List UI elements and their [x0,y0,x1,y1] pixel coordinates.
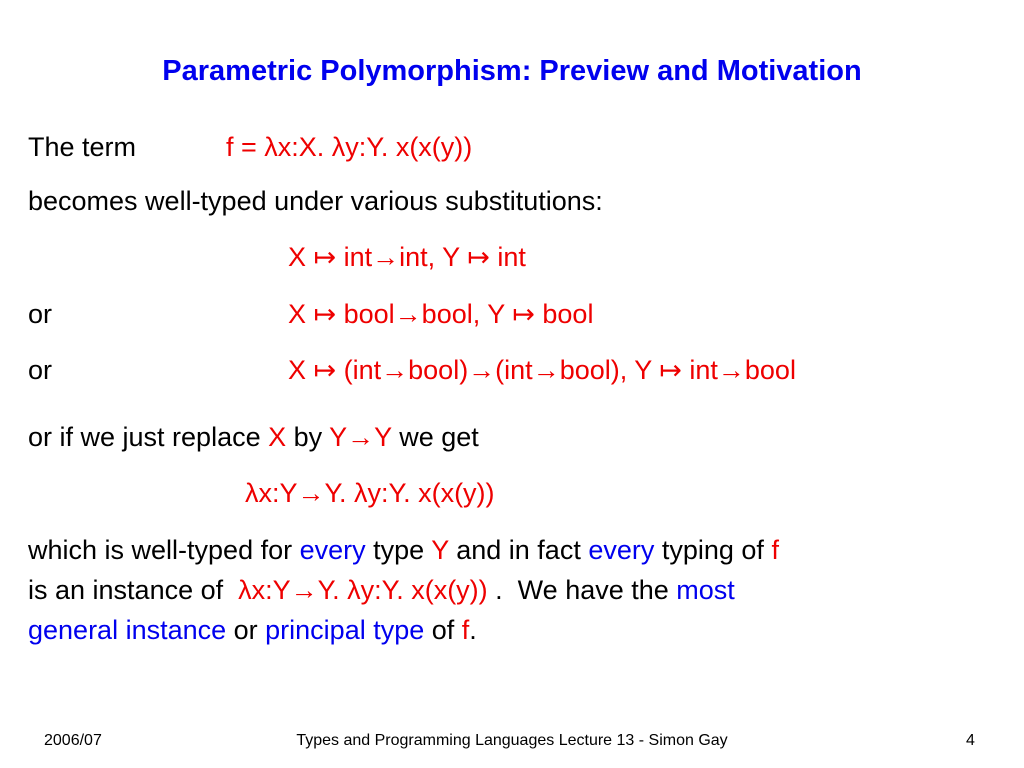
substitution-3: X ↦ (int→bool)→(int→bool), Y ↦ int→bool [288,355,796,385]
replace-text-2: by [286,422,330,452]
para-general-instance: general instance [28,615,227,645]
para-term: λx:Y→Y. λy:Y. x(x(y)) [238,575,488,605]
para-text-8: of [424,615,462,645]
substitution-2: X ↦ bool→bool, Y ↦ bool [288,299,594,329]
replace-x: X [268,422,287,452]
term-intro-label: The term [28,132,137,162]
substitution-1: X ↦ int→int, Y ↦ int [288,242,526,272]
para-text-1: which is well-typed for [28,535,300,565]
para-f-2: f [461,615,470,645]
substitutions-intro: becomes well-typed under various substitutions: [28,186,603,216]
slide-title: Parametric Polymorphism: Preview and Motivation [162,55,862,87]
para-text-2: type [365,535,432,565]
para-text-7: or [226,615,266,645]
paragraph-line-2 [28,573,735,607]
para-principal-type: principal type [265,615,425,645]
footer-page-number: 4 [966,732,975,749]
footer-date: 2006/07 [44,732,102,749]
replace-text-1: or if we just replace [28,422,269,452]
para-y: Y [431,535,449,565]
para-text-5: is an instance of [28,575,239,605]
para-text-3: and in fact [448,535,589,565]
replace-yy: Y→Y [329,422,392,452]
replace-text-3: we get [391,422,479,452]
para-every-2: every [588,535,655,565]
term-definition: f = λx:X. λy:Y. x(x(y)) [226,132,473,162]
para-text-6: . We have the [487,575,677,605]
or-label-1: or [28,299,53,329]
polymorphic-term: λx:Y→Y. λy:Y. x(x(y)) [245,478,495,508]
para-text-4: typing of [654,535,772,565]
or-label-2: or [28,355,53,385]
replace-line [28,420,479,454]
paragraph-line-1 [28,533,779,567]
para-every-1: every [299,535,366,565]
para-f-1: f [771,535,779,565]
term-intro-line [28,130,136,164]
paragraph-line-3 [28,613,477,647]
para-most: most [676,575,735,605]
footer-course: Types and Programming Languages Lecture 13 - Simon Gay [296,732,728,749]
para-text-9: . [469,615,477,645]
